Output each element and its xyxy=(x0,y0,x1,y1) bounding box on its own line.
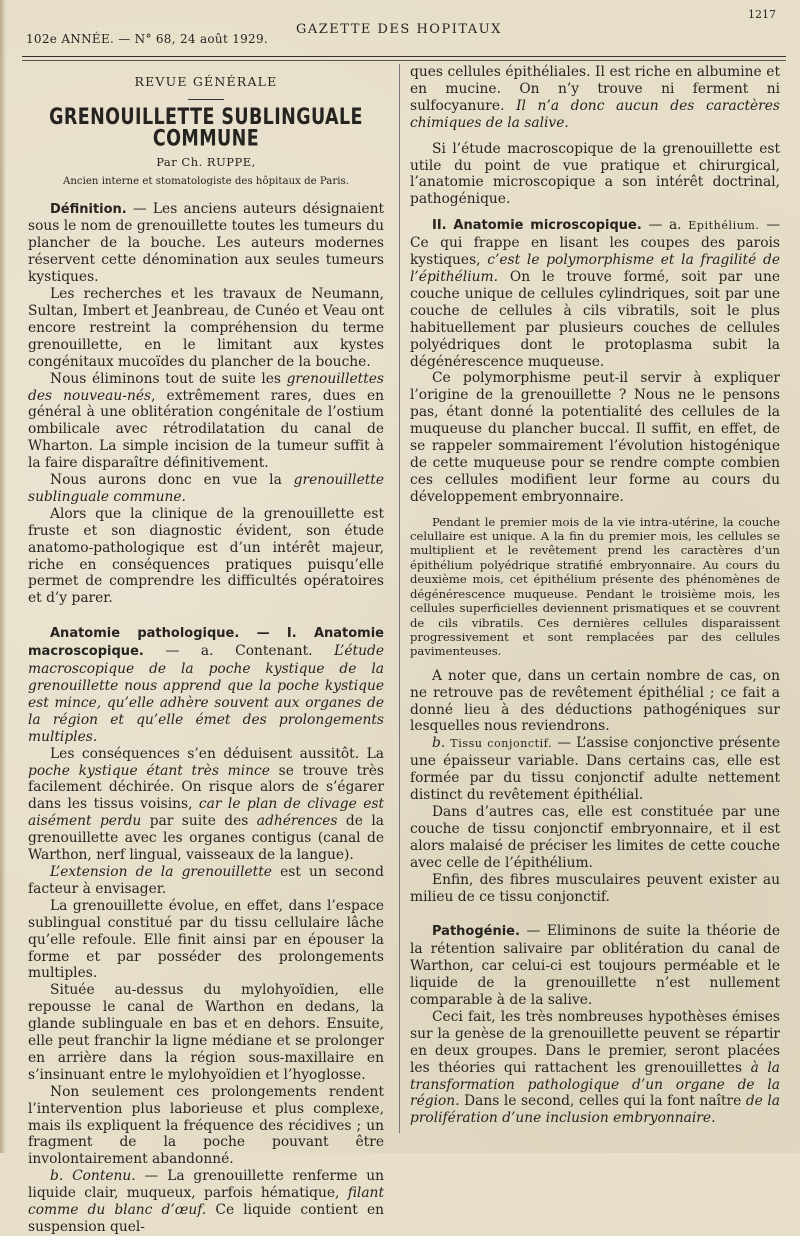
journal-title: GAZETTE DES HOPITAUX xyxy=(296,22,502,37)
paragraph: Située au-dessus du mylohyoïdien, elle repousse le canal de Warthon en dedans, la glande sublinguale en bas et en dehors. Ensuite, elle peut franchir la ligne médiane et se prolonger en arrière dans la région sous-maxillaire en s’insinuant entre le mylohyoïdien et l’hyoglosse. xyxy=(28,982,384,1083)
paragraph-pathogeny: Pathogénie. — Eliminons de suite la théorie de la rétention salivaire par oblitération du canal de Warthon, car celui-ci est toujours perméable et le liquide de la grenouillette n’est nullement comparable à de la salive. xyxy=(410,923,780,1009)
left-column xyxy=(28,64,384,1236)
paragraph: Ce polymorphisme peut-il servir à expliquer l’origine de la grenouillette ? Nous ne le pensons pas, étant donné la potentialité des cellules de la muqueuse du plancher buccal. Il suffit, en effet, de se rappeler sommairement l’évolution histogénique de cette muqueuse pour se rendre compte combien ces cellules modifient leur forme au cours du développement embryonnaire. xyxy=(410,370,780,505)
running-header xyxy=(20,6,786,46)
paragraph: b. Tissu conjonctif. — L’assise conjonctive présente une épaisseur variable. Dans certains cas, elle est formée par du tissu conjonctif adulte nettement distinct du revêtement épithélial. xyxy=(410,735,780,804)
page-edge xyxy=(0,0,6,1153)
paragraph-definition: Définition. — Les anciens auteurs désignaient sous le nom de grenouillette toutes les tumeurs du plancher de la bouche. Les auteurs modernes réservent cette dénomination aux seules tumeurs kystiques. xyxy=(28,200,384,286)
heading-microscopy: II. Anatomie microscopique. xyxy=(432,218,642,234)
paragraph-anatomy: Anatomie pathologique. — I. Anatomie macroscopique. — a. Contenant. L’étude macroscopique de la poche kystique de la grenouillette nous apprend que la poche kystique est mince, qu’elle adhère souvent aux organes de la région et qu’elle émet des prolongements multiples. xyxy=(28,626,384,745)
paragraph: b. Contenu. — La grenouillette renferme un liquide clair, muqueux, parfois hématique, filant comme du blanc d’œuf. Ce liquide contient en suspension quel- xyxy=(28,1168,384,1235)
heading-definition: Définition. xyxy=(50,201,127,217)
author-affiliation: Ancien interne et stomatologiste des hôpitaux de Paris. xyxy=(63,175,349,187)
paragraph: ques cellules épithéliales. Il est riche en albumine et en mucine. On n’y trouve ni ferment ni sulfocyanure. Il n’a donc aucun des caractères chimiques de la salive. xyxy=(410,64,781,131)
paragraph: Nous aurons donc en vue la grenouillette sublinguale commune. xyxy=(28,472,384,505)
paragraph-microscopy: II. Anatomie microscopique. — a. Epithélium. — Ce qui frappe en lisant les coupes des parois kystiques, c’est le polymorphisme et la fragilité de l’épithélium. On le trouve formé, soit par une couche unique de cellules cylindriques, soit par une couche de cellules à cils vibratils, soit le plus habituellement par plusieurs couches de cellules polyédriques dont le protoplasma subit la dégénérescence muqueuse. xyxy=(410,217,780,370)
article-title: GRENOUILLETTE SUBLINGUALE COMMUNE xyxy=(49,105,363,152)
paragraph: Dans d’autres cas, elle est constituée par une couche de tissu conjonctif embryonnaire, et il est alors malaisé de préciser les limites de cette couche avec celle de l’épithélium. xyxy=(410,803,780,871)
paragraph: La grenouillette évolue, en effet, dans l’espace sublingual constitué par du tissu cellulaire lâche qu’elle refoule. Elle finit ainsi par en épouser la forme et par posséder des prolongements multiples. xyxy=(28,897,384,982)
paragraph: Ceci fait, les très nombreuses hypothèses émises sur la genèse de la grenouillette peuvent se répartir en deux groupes. Dans le premier, seront placées les théories qui rattachent les grenouillettes à la transformation pathologique d’un organe de la région. Dans le second, celles qui la font naître de la prolifération d’une inclusion embryonnaire. xyxy=(410,1008,780,1127)
author-byline: Par Ch. RUPPE, xyxy=(156,154,256,169)
section-label: REVUE GÉNÉRALE xyxy=(134,74,278,89)
paragraph: Les conséquences s’en déduisent aussitôt. La poche kystique étant très mince se trouve très facilement déchirée. On risque alors de s’égarer dans les tissus voisins, car le plan de clivage est aisément perdu par suite des adhérences de la grenouillette avec les organes contigus (canal de Warthon, nerf lingual, vaisseaux de la langue). xyxy=(28,745,384,864)
issue-info: 102e ANNÉE. — N° 68, 24 août 1929. xyxy=(26,32,269,46)
heading-pathogeny: Pathogénie. xyxy=(432,924,520,940)
paragraph-small: Pendant le premier mois de la vie intra-utérine, la couche celullaire est unique. A la fin du premier mois, les cellules se multiplient et le revêtement prend les caractères d’un épithélium polyédrique stratifié embryonnaire. Au cours du deuxième mois, cet épithélium présente des phénomènes de dégénérescence muqueuse. Pendant le troisième mois, les cellules superficielles deviennent prismatiques et se couvrent de cils vibratils. Ces dernières cellules disparaissent progressivement et sont remplacées par des cellules pavimenteuses. xyxy=(410,514,780,659)
right-column xyxy=(410,64,780,1127)
paragraph: Les recherches et les travaux de Neumann, Sultan, Imbert et Jeanbreau, de Cunéo et Veau ont encore restreint la compréhension du terme grenouillette, en le limitant aux kystes congénitaux mucoïdes du plancher de la bouche. xyxy=(28,286,384,370)
paragraph: Enfin, des fibres musculaires peuvent exister au milieu de ce tissu conjonctif. xyxy=(410,871,780,905)
paragraph: Alors que la clinique de la grenouillette est fruste et son diagnostic évident, son étude anatomo-pathologique est d’un intérêt majeur, riche en conséquences pratiques puisqu’elle permet de comprendre les difficultés opératoires et d’y parer. xyxy=(28,505,384,607)
section-rule xyxy=(188,99,224,100)
paragraph: Nous éliminons tout de suite les grenouillettes des nouveau-nés, extrêmement rares, dues en général à une oblitération congénitale de l’ostium ombilicale avec rétrodilatation du canal de Wharton. La simple incision de la tumeur suffit à la faire disparaître définitivement. xyxy=(28,370,384,472)
column-divider xyxy=(399,64,400,1133)
page-number: 1217 xyxy=(748,8,776,21)
heading-anatomy: Anatomie pathologique. — I. Anatomie macroscopique. xyxy=(28,626,384,660)
header-rule-thin xyxy=(22,60,786,61)
paragraph: A noter que, dans un certain nombre de cas, on ne retrouve pas de revêtement épithélial ; ce fait a donné lieu à des déductions pathogéniques sur lesquelles nous reviendrons. xyxy=(410,667,780,735)
paragraph: L’extension de la grenouillette est un second facteur à envisager. xyxy=(28,863,384,897)
paragraph: Si l’étude macroscopique de la grenouillette est utile du point de vue pratique et chirurgical, l’anatomie microscopique a son intérêt doctrinal, pathogénique. xyxy=(410,140,780,208)
paragraph: Non seulement ces prolongements rendent l’intervention plus laborieuse et plus complexe, mais ils expliquent la fréquence des récidives ; un fragment de la poche pouvant être involontairement abandonné. xyxy=(28,1083,384,1168)
header-rule xyxy=(22,56,786,57)
